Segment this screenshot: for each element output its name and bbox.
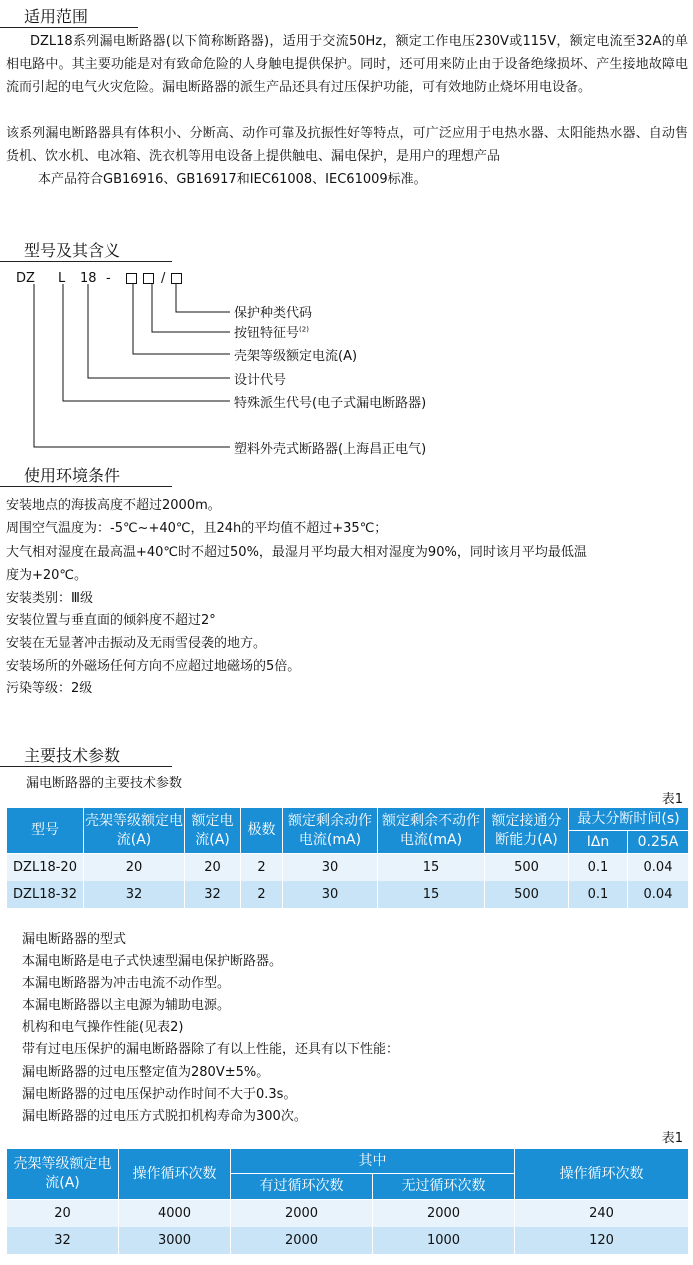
table-cell: 500 — [485, 854, 569, 881]
table-cell: 15 — [378, 854, 485, 881]
type-line: 漏电断路器的过电压保护动作时间不大于0.3s。 — [22, 1087, 297, 1102]
table-cell: 2 — [241, 881, 283, 908]
note-mark: (2) — [299, 325, 309, 334]
type-line: 带有过电压保护的漏电断路器除了有以上性能，还具有以下性能： — [22, 1042, 400, 1057]
type-line: 漏电断路器的过电压方式脱扣机构寿命为300次。 — [22, 1109, 307, 1124]
code-l: L — [58, 271, 66, 286]
env-line: 安装位置与垂直面的倾斜度不超过2° — [6, 613, 216, 628]
header-poles: 极数 — [241, 808, 283, 854]
subheader-without-overload: 无过循环次数 — [373, 1174, 515, 1200]
table-row — [7, 854, 689, 881]
table-cell: 1000 — [373, 1227, 515, 1254]
header-of-which: 其中 — [231, 1149, 515, 1174]
operation-table — [6, 1148, 689, 1254]
section-divider — [0, 486, 172, 487]
section-title-env: 使用环境条件 — [24, 466, 121, 485]
type-line: 漏电断路器的过电压整定值为280V±5%。 — [22, 1065, 270, 1080]
env-line: 度为+20℃。 — [6, 568, 88, 583]
table-cell: 2000 — [373, 1200, 515, 1227]
header-rated-current: 额定电流(A) — [185, 808, 241, 854]
table-cell: 30 — [283, 881, 378, 908]
section-divider — [0, 766, 172, 767]
code-dash: - — [106, 271, 111, 286]
table-cell: 0.1 — [569, 854, 628, 881]
env-line: 安装地点的海拔高度不超过2000m。 — [6, 498, 221, 513]
model-label-breaker-type: 塑料外壳式断路器(上海昌正电气) — [234, 442, 427, 457]
header-max-break-time: 最大分断时间(s) — [569, 808, 689, 831]
section-title-model: 型号及其含义 — [24, 241, 121, 260]
section-title-scope: 适用范围 — [24, 7, 89, 26]
model-label-frame-current: 壳架等级额定电流(A) — [234, 349, 358, 364]
table-cell: 32 — [84, 881, 185, 908]
table-cell: 0.04 — [628, 881, 689, 908]
section-divider — [0, 27, 138, 28]
section-divider — [0, 261, 172, 262]
code-18: 18 — [80, 271, 97, 286]
model-label-protection-code: 保护种类代码 — [234, 306, 313, 321]
header-operation-cycles-2: 操作循环次数 — [515, 1149, 689, 1200]
env-line: 大气相对湿度在最高温+40℃时不超过50%，最湿月平均最大相对湿度为90%，同时该月平均最低温 — [6, 545, 587, 560]
table-cell: 20 — [185, 854, 241, 881]
table-row — [7, 1227, 689, 1254]
table-cell: 240 — [515, 1200, 689, 1227]
code-dz: DZ — [16, 271, 35, 286]
params-subtitle: 漏电断路器的主要技术参数 — [26, 776, 183, 791]
table-row — [7, 881, 689, 908]
table-cell: 120 — [515, 1227, 689, 1254]
table-cell: 2 — [241, 854, 283, 881]
subheader-with-overload: 有过循环次数 — [231, 1174, 373, 1200]
header-residual-operating: 额定剩余动作电流(mA) — [283, 808, 378, 854]
table-number: 表1 — [661, 1131, 683, 1146]
subheader-025a: 0.25A — [628, 831, 689, 854]
table-cell: 32 — [7, 1227, 119, 1254]
table-cell: 3000 — [119, 1227, 231, 1254]
table-cell: 2000 — [231, 1227, 373, 1254]
type-line: 本漏电断路器以主电源为辅助电源。 — [22, 998, 231, 1013]
table-cell: 4000 — [119, 1200, 231, 1227]
table-cell: 20 — [84, 854, 185, 881]
header-residual-non-operating: 额定剩余不动作电流(mA) — [378, 808, 485, 854]
header-frame-current: 壳架等级额定电流(A) — [7, 1149, 119, 1200]
header-model: 型号 — [7, 808, 84, 854]
env-line: 安装场所的外磁场任何方向不应超过地磁场的5倍。 — [6, 659, 301, 674]
model-label-derivative-code: 特殊派生代号(电子式漏电断路器) — [234, 396, 427, 411]
model-label-design-code: 设计代号 — [234, 373, 287, 388]
table-cell: 15 — [378, 881, 485, 908]
table-cell: 0.1 — [569, 881, 628, 908]
header-frame-current: 壳架等级额定电流(A) — [84, 808, 185, 854]
table-cell: 0.04 — [628, 854, 689, 881]
scope-paragraph: DZL18系列漏电断路器(以下简称断路器)，适用于交流50Hz，额定工作电压230V或115V，额定电流至32A的单相电路中。其主要功能是对有致命危险的人身触电提供保护。同时，还可用来防止由于设备绝缘损坏、产生接地故障电流而引起的电气火灾危险。漏电断路器的派生产品还具有过压保护功能，可有效地防止烧坏用电设备。 — [6, 34, 688, 95]
table-cell: 2000 — [231, 1200, 373, 1227]
header-breaking-capacity: 额定接通分断能力(A) — [485, 808, 569, 854]
table-row — [7, 1200, 689, 1227]
table-cell: 32 — [185, 881, 241, 908]
type-line: 本漏电断路器为冲击电流不动作型。 — [22, 976, 231, 991]
type-line: 漏电断路器的型式 — [22, 932, 127, 947]
env-line: 周围空气温度为：-5℃~+40℃，且24h的平均值不超过+35℃； — [6, 521, 388, 536]
type-line: 本漏电断路是电子式快速型漏电保护断路器。 — [22, 954, 283, 969]
scope-paragraph: 本产品符合GB16916、GB16917和IEC61008、IEC61009标准。 — [38, 172, 427, 187]
table-cell: 30 — [283, 854, 378, 881]
env-line: 安装类别：Ⅲ级 — [6, 591, 93, 606]
env-line: 安装在无显著冲击振动及无雨雪侵袭的地方。 — [6, 636, 267, 651]
section-title-params: 主要技术参数 — [24, 746, 121, 765]
type-line: 机构和电气操作性能(见表2) — [22, 1020, 184, 1035]
header-operation-cycles: 操作循环次数 — [119, 1149, 231, 1200]
env-line: 污染等级：2级 — [6, 681, 93, 696]
scope-paragraph: 该系列漏电断路器具有体积小、分断高、动作可靠及抗振性好等特点，可广泛应用于电热水器、太阳能热水器、自动售货机、饮水机、电冰箱、洗衣机等用电设备上提供触电、漏电保护，是用户的理想产品 — [6, 126, 688, 164]
model-label-button-code: 按钮特征号$^{(2)}$ — [234, 325, 309, 341]
code-slash: / — [161, 271, 166, 286]
params-table — [6, 807, 689, 908]
table-number: 表1 — [661, 792, 683, 807]
table-cell: DZL18-20 — [7, 854, 84, 881]
table-cell: DZL18-32 — [7, 881, 84, 908]
subheader-idn: IΔn — [569, 831, 628, 854]
table-cell: 20 — [7, 1200, 119, 1227]
table-cell: 500 — [485, 881, 569, 908]
